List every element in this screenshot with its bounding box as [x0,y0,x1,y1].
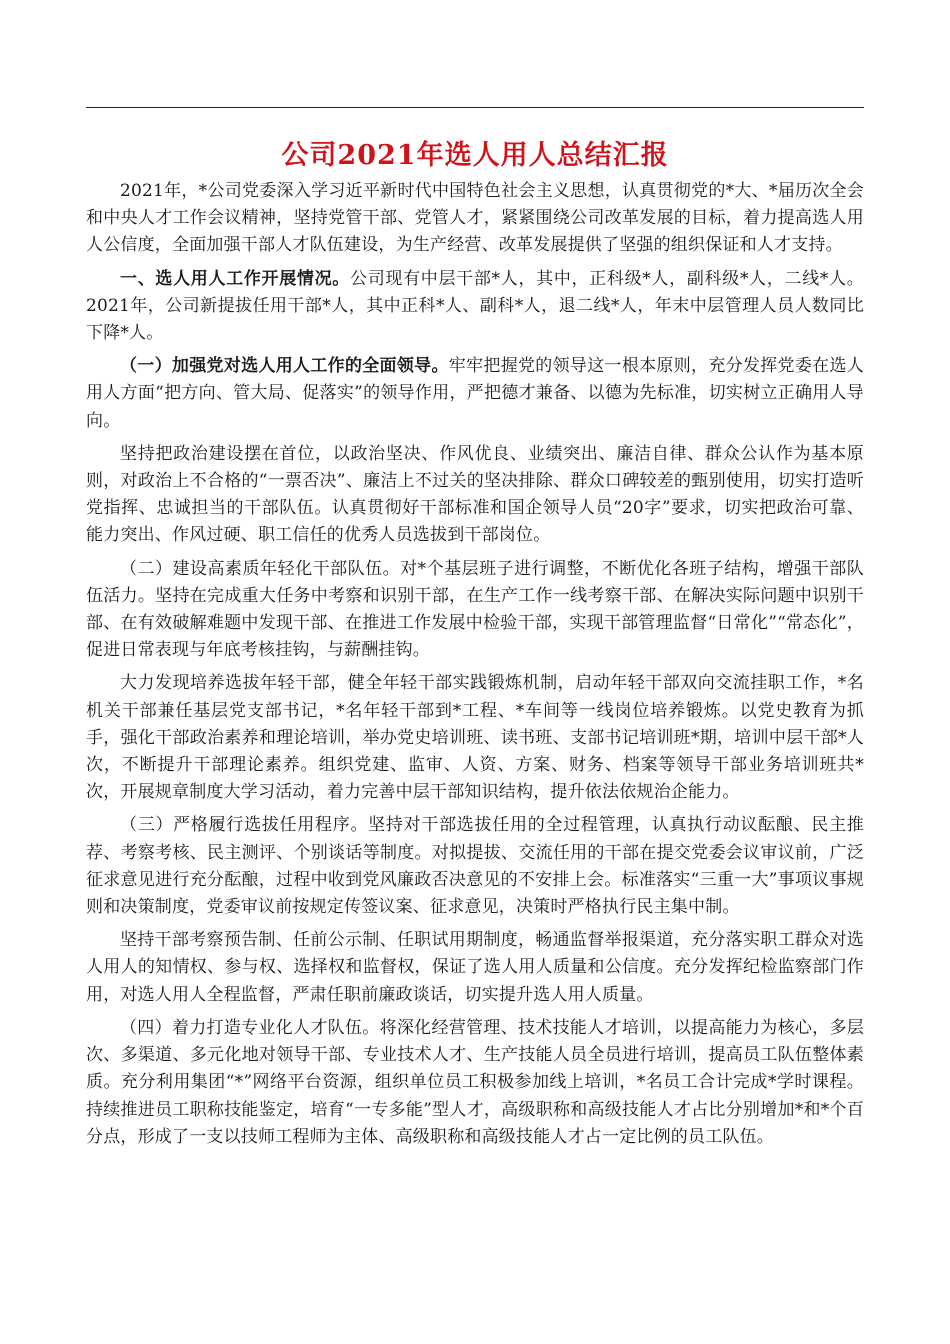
document-body [86,178,864,1157]
paragraph-subsection-4: （四）着力打造专业化人才队伍。将深化经营管理、技术技能人才培训，以提高能力为核心，多层次、多渠道、多元化地对领导干部、专业技术人才、生产技能人员全员进行培训，提高员工队伍整体素质。充分利用集团“*”网络平台资源，组织单位员工积极参加线上培训，*名员工合计完成*学时课程。持续推进员工职称技能鉴定，培育“一专多能”型人才，高级职称和高级技能人才占比分别增加*和*个百分点，形成了一支以技师工程师为主体、高级职称和高级技能人才占一定比例的员工队伍。 [86,1017,864,1147]
header-rule [86,107,864,108]
paragraph-section-1: 一、选人用人工作开展情况。公司现有中层干部*人，其中，正科级*人，副科级*人，二线*人。2021年，公司新提拔任用干部*人，其中正科*人、副科*人，退二线*人，年末中层管理人员人数同比下降*人。 [86,268,864,344]
paragraph-intro: 2021年，*公司党委深入学习近平新时代中国特色社会主义思想，认真贯彻党的*大、*届历次全会和中央人才工作会议精神，坚持党管干部、党管人才，紧紧围绕公司改革发展的目标，着力提高选人用人公信度，全面加强干部人才队伍建设，为生产经营、改革发展提供了坚强的组织保证和人才支持。 [86,181,864,256]
paragraph-subsection-2: （二）建设高素质年轻化干部队伍。对*个基层班子进行调整，不断优化各班子结构，增强干部队伍活力。坚持在完成重大任务中考察和识别干部，在生产工作一线考察干部、在解决实际问题中识别干部、在有效破解难题中发现干部、在推进工作发展中检验干部，实现干部管理监督“日常化”“常态化”，促进日常表现与年底考核挂钩，与薪酬挂钩。 [86,558,864,661]
document-title: 公司2021年选人用人总结汇报 [281,140,669,171]
paragraph-supervision: 坚持干部考察预告制、任前公示制、任职试用期制度，畅通监督举报渠道，充分落实职工群众对选人用人的知情权、参与权、选择权和监督权，保证了选人用人质量和公信度。充分发挥纪检监察部门作用，对选人用人全程监督，严肃任职前廉政谈话，切实提升选人用人质量。 [86,930,864,1005]
subsection-heading: （一）加强党对选人用人工作的全面领导。 [120,356,449,377]
paragraph-political-building: 坚持把政治建设摆在首位，以政治坚决、作风优良、业绩突出、廉洁自律、群众公认作为基本原则，对政治上不合格的“一票否决”、廉洁上不过关的坚决排除、群众口碑较差的甄别使用，切实打造听党指挥、忠诚担当的干部队伍。认真贯彻好干部标准和国企领导人员“20字”要求，切实把政治可靠、能力突出、作风过硬、职工信任的优秀人员选拔到干部岗位。 [86,443,864,546]
paragraph-young-cadres: 大力发现培养选拔年轻干部，健全年轻干部实践锻炼机制，启动年轻干部双向交流挂职工作，*名机关干部兼任基层党支部书记，*名年轻干部到*工程、*车间等一线岗位培养锻炼。以党史教育为抓手，强化干部政治素养和理论培训，举办党史培训班、读书班、支部书记培训班*期，培训中层干部*人次，不断提升干部理论素养。组织党建、监审、人资、方案、财务、档案等领导干部业务培训班共*次，开展规章制度大学习活动，着力完善中层干部知识结构，提升依法依规治企能力。 [86,673,864,803]
paragraph-subsection-1: （一）加强党对选人用人工作的全面领导。牢牢把握党的领导这一根本原则，充分发挥党委在选人用人方面“把方向、管大局、促落实”的领导作用，严把德才兼备、以德为先标准，切实树立正确用人导向。 [86,356,864,431]
paragraph-subsection-3: （三）严格履行选拔任用程序。坚持对干部选拔任用的全过程管理，认真执行动议酝酿、民主推荐、考察考核、民主测评、个别谈话等制度。对拟提拔、交流任用的干部在提交党委会议审议前，广泛征求意见进行充分酝酿，过程中收到党风廉政否决意见的不安排上会。标准落实“三重一大”事项议事规则和决策制度，党委审议前按规定传签议案、征求意见，决策时严格执行民主集中制。 [86,815,864,918]
section-heading: 一、选人用人工作开展情况。 [120,268,351,289]
